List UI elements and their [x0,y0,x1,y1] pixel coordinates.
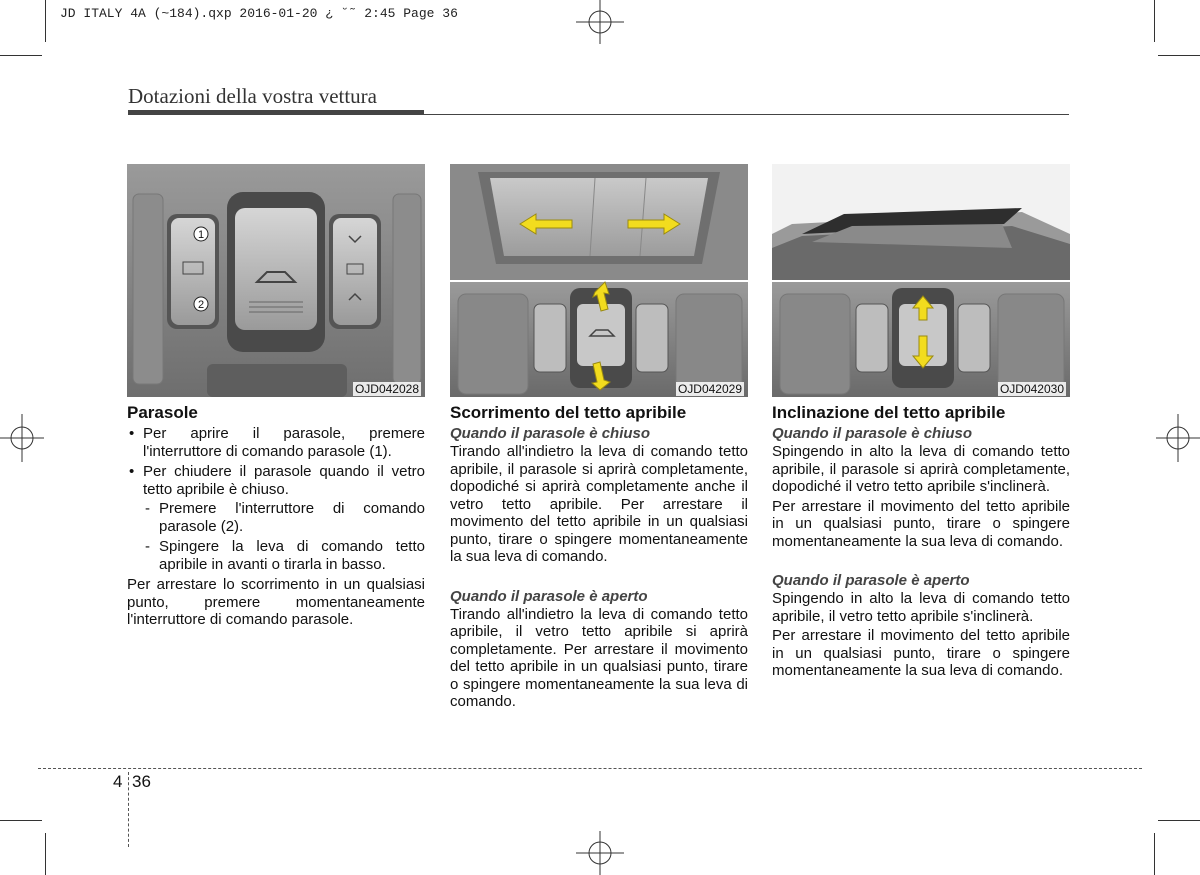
sunroof-tilt-illustration [772,164,1070,397]
dash-list [127,500,425,573]
footer-divider [128,772,129,847]
page-number: 36 [132,772,151,791]
column-parasole [127,164,425,629]
crop-mark-bottom-left-h [0,820,42,821]
crop-mark-top-left-h [0,55,42,56]
chapter-number: 4 [113,772,123,791]
crop-mark-bottom-left-v [45,833,46,875]
figure-sunroof-slide [450,164,748,397]
column-scorrimento [450,164,748,711]
paragraph: Spingendo in alto la leva di comando tetto apribile, il vetro tetto apribile s'inclinerà. [772,590,1070,625]
figure-code: OJD042029 [677,382,742,396]
subsection-title: Quando il parasole è aperto [450,587,648,605]
column-inclinazione [772,164,1070,680]
registration-mark-right [1156,414,1200,462]
print-slug: JD ITALY 4A (~184).qxp 2016-01-20 ¿ ˘˜ 2:45 Page 36 [60,6,458,21]
subsection-title: Quando il parasole è chiuso [450,425,651,442]
callout-2: 2 [197,299,205,311]
footer-rule [38,768,1142,769]
bullet-item: • Per chiudere il parasole quando il vetro tetto apribile è chiuso. [127,463,425,498]
crop-mark-bottom-right-v [1154,833,1155,875]
paragraph: Tirando all'indietro la leva di comando tetto apribile, il vetro tetto apribile si aprirà completamente. Per arrestare il movimento del tetto apribile in un qualsiasi punto, tirare o spingere momentaneamente la sua leva di comando. [450,605,748,710]
registration-mark-bottom [576,831,624,875]
figure-sunshade-switch [127,164,425,397]
crop-mark-top-right-v [1154,0,1155,42]
figure-code: OJD042030 [999,382,1064,396]
dash-item: - Spingere la leva di comando tetto apribile in avanti o tirarla in basso. [143,538,425,573]
section-header-title: Dotazioni della vostra vettura [128,84,377,108]
sunroof-slide-illustration [450,164,748,397]
header-rule-thin [424,114,1069,115]
paragraph: Per arrestare il movimento del tetto apribile in un qualsiasi punto, tirare o spingere momentaneamente la sua leva di comando. [772,497,1070,550]
dash-item: - Premere l'interruttore di comando parasole (2). [143,500,425,535]
crop-mark-bottom-right-h [1158,820,1200,821]
figure-sunroof-tilt [772,164,1070,397]
section-title: Parasole [127,403,198,422]
crop-mark-top-left-v [45,0,46,42]
paragraph: Spingendo in alto la leva di comando tetto apribile, il parasole si aprirà completamente, dopodiché il vetro tetto apribile s'inclinerà. [772,443,1070,495]
registration-mark-left [0,414,44,462]
paragraph: Tirando all'indietro la leva di comando tetto apribile, il parasole si aprirà completamente, dopodiché si aprirà completamente anche il vetro tetto apribile. Per arrestare il movimento del tetto apribile in un qualsiasi punto, tirare o spingere momentaneamente la sua leva di comando. [450,443,748,565]
crop-mark-top-right-h [1158,55,1200,56]
subsection-title: Quando il parasole è chiuso [772,425,973,442]
registration-mark-top [576,0,624,44]
section-title: Inclinazione del tetto apribile [772,403,1006,422]
paragraph: Per arrestare il movimento del tetto apribile in un qualsiasi punto, tirare o spingere momentaneamente la sua leva di comando. [772,627,1070,679]
paragraph: Per arrestare lo scorrimento in un qualsiasi punto, premere momentaneamente l'interruttore di comando parasole. [127,576,425,628]
figure-code: OJD042028 [354,382,419,396]
callout-1: 1 [197,229,205,241]
sunshade-switch-illustration [127,164,425,397]
section-title: Scorrimento del tetto apribile [450,403,687,422]
subsection-title: Quando il parasole è aperto [772,572,970,589]
bullet-item: • Per aprire il parasole, premere l'interruttore di comando parasole (1). [127,425,425,460]
bullet-list [127,425,425,498]
header-rule-thick [128,110,424,115]
